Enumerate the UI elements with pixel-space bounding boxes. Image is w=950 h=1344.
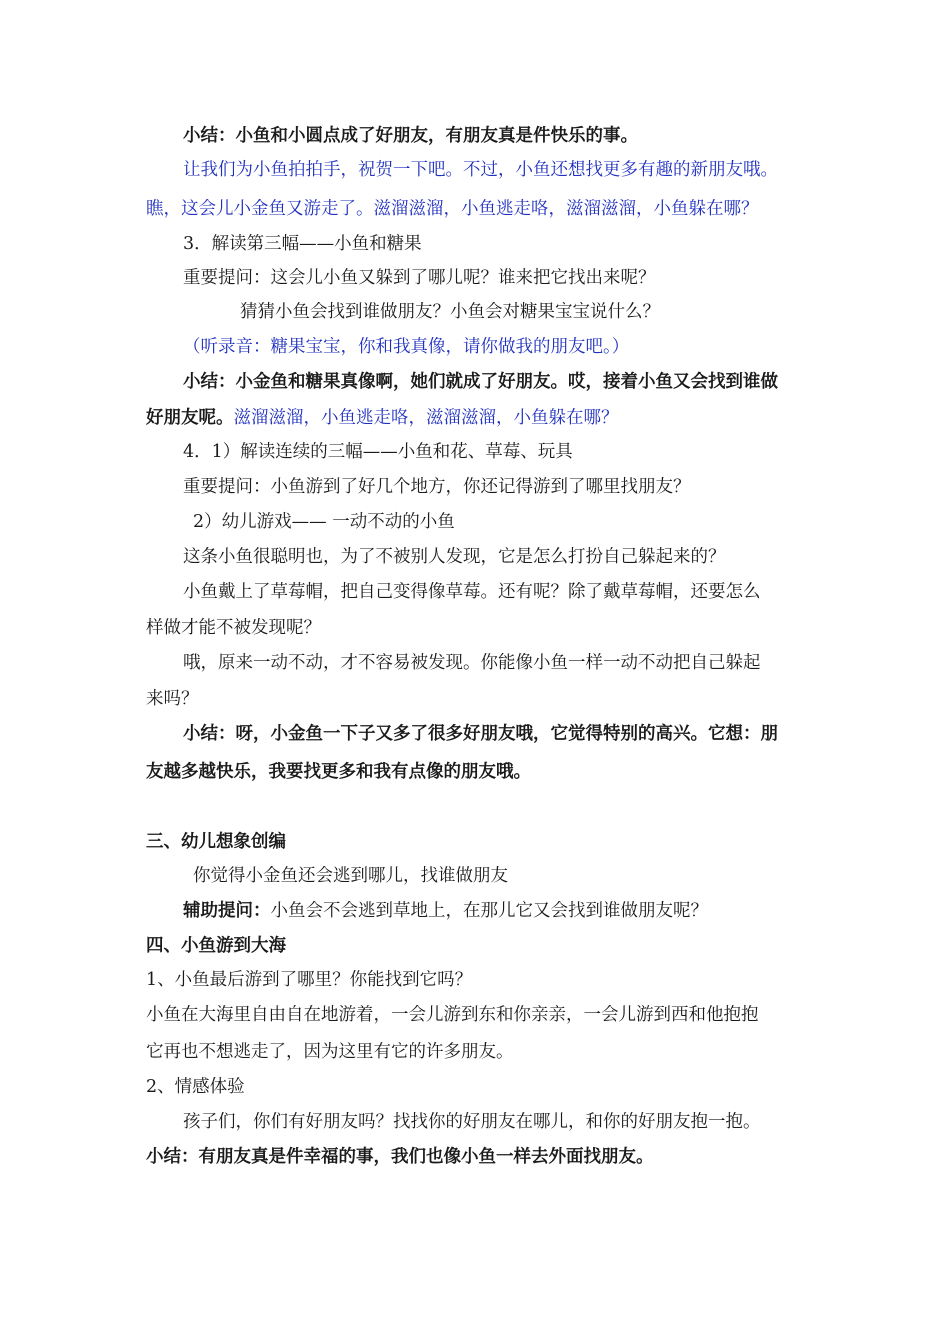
summary-line: 友越多越快乐，我要找更多和我有点像的朋友哦。 xyxy=(146,762,531,782)
question-label: 辅助提问： xyxy=(183,901,271,921)
question-line: 重要提问：这会儿小鱼又躲到了哪儿呢？谁来把它找出来呢？ xyxy=(183,268,656,288)
step-line: 2、情感体验 xyxy=(146,1077,245,1097)
activity-heading: 2）幼儿游戏—— 一动不动的小鱼 xyxy=(193,512,455,532)
section-step-heading: 4．1）解读连续的三幅——小鱼和花、草莓、玩具 xyxy=(183,442,573,462)
summary-line: 小结：呀，小金鱼一下子又多了很多好朋友哦，它觉得特别的高兴。它想：朋 xyxy=(183,724,778,744)
step-line: 1、小鱼最后游到了哪里？你能找到它吗？ xyxy=(146,970,473,990)
section-heading: 四、小鱼游到大海 xyxy=(146,936,286,956)
body-line: 小鱼在大海里自由自在地游着，一会儿游到东和你亲亲，一会儿游到西和他抱抱 xyxy=(146,1005,759,1025)
question-line: 猜猜小鱼会找到谁做朋友？小鱼会对糖果宝宝说什么？ xyxy=(240,302,660,322)
narration-tail: 滋溜滋溜，小鱼逃走咯，滋溜滋溜，小鱼躲在哪？ xyxy=(233,408,619,428)
narration-line: 让我们为小鱼拍拍手，祝贺一下吧。不过，小鱼还想找更多有趣的新朋友哦。 xyxy=(183,160,778,180)
summary-tail: 好朋友呢。 xyxy=(146,408,234,428)
summary-line: 小结：有朋友真是件幸福的事，我们也像小鱼一样去外面找朋友。 xyxy=(146,1147,654,1167)
question-text: 小鱼会不会逃到草地上，在那儿它又会找到谁做朋友呢？ xyxy=(270,901,708,921)
body-line: 它再也不想逃走了，因为这里有它的许多朋友。 xyxy=(146,1042,514,1062)
narration-line: 瞧，这会儿小金鱼又游走了。滋溜滋溜，小鱼逃走咯，滋溜滋溜，小鱼躲在哪？ xyxy=(146,199,759,219)
question-line: 重要提问：小鱼游到了好几个地方，你还记得游到了哪里找朋友？ xyxy=(183,477,691,497)
body-line: 样做才能不被发现呢？ xyxy=(146,618,321,638)
body-line: 小鱼戴上了草莓帽，把自己变得像草莓。还有呢？除了戴草莓帽，还要怎么 xyxy=(183,582,761,602)
section-step-heading: 3．解读第三幅——小鱼和糖果 xyxy=(183,234,422,254)
body-line: 你觉得小金鱼还会逃到哪儿，找谁做朋友 xyxy=(193,866,508,886)
summary-line: 小结：小金鱼和糖果真像啊，她们就成了好朋友。哎，接着小鱼又会找到谁做 xyxy=(183,372,778,392)
body-line: 这条小鱼很聪明也，为了不被别人发现，它是怎么打扮自己躲起来的？ xyxy=(183,547,726,567)
audio-note-line: （听录音：糖果宝宝，你和我真像，请你做我的朋友吧。） xyxy=(183,337,630,357)
body-line: 哦，原来一动不动，才不容易被发现。你能像小鱼一样一动不动把自己躲起 xyxy=(183,653,761,673)
section-heading: 三、幼儿想象创编 xyxy=(146,832,286,852)
body-line: 孩子们，你们有好朋友吗？找找你的好朋友在哪儿，和你的好朋友抱一抱。 xyxy=(183,1112,761,1132)
summary-continuation-line xyxy=(146,406,619,430)
summary-line: 小结：小鱼和小圆点成了好朋友，有朋友真是件快乐的事。 xyxy=(183,126,638,146)
question-line xyxy=(183,899,708,923)
body-line: 来吗？ xyxy=(146,689,199,709)
